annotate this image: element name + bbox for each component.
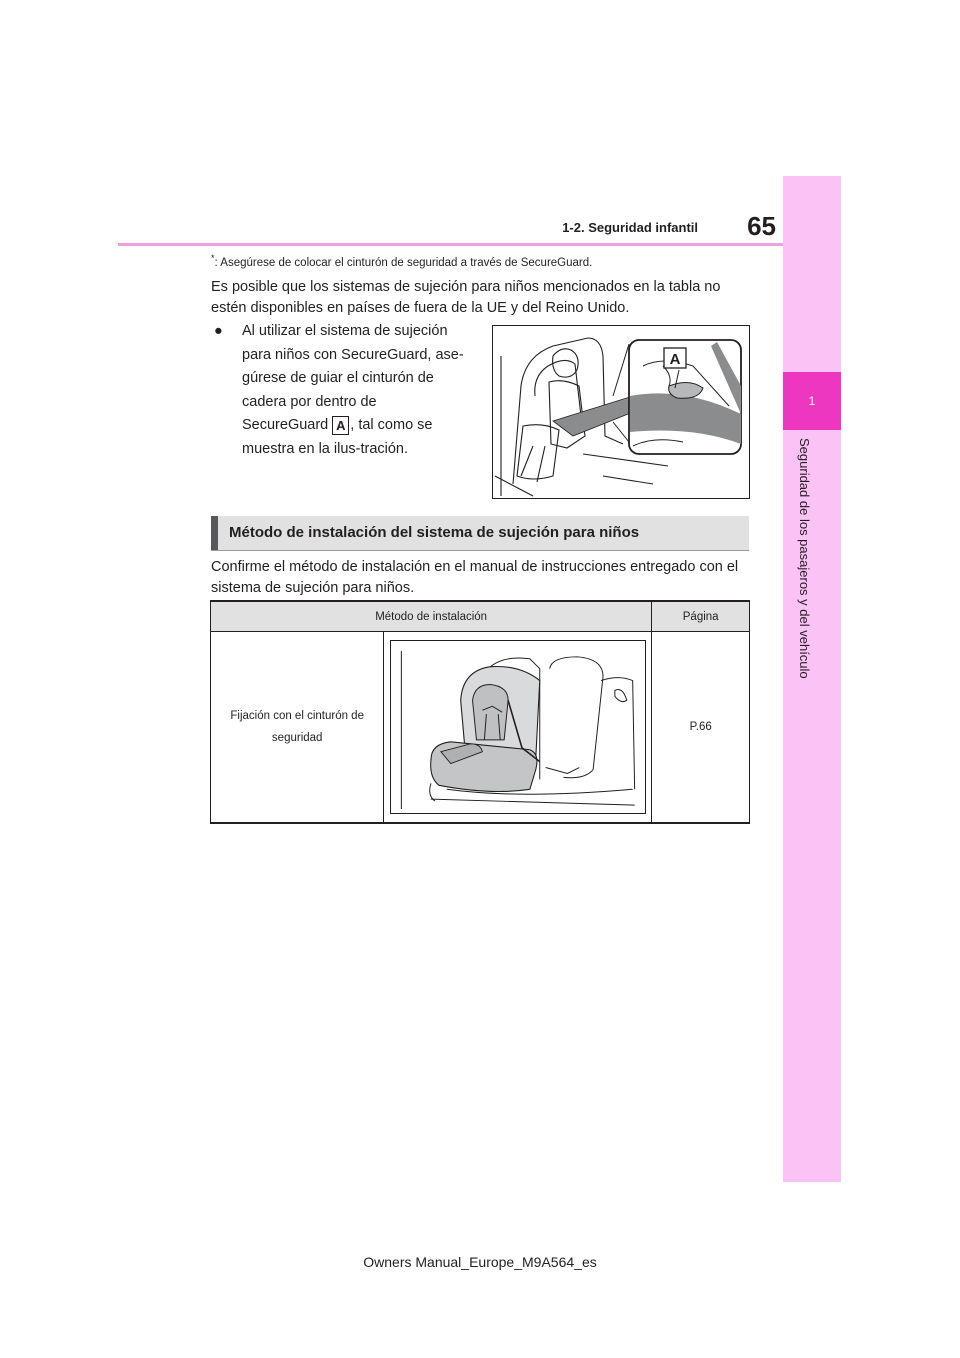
page-number: 65 [747, 211, 776, 241]
section-paragraph: Confirme el método de instalación en el manual de instrucciones entregado con el sistema de sujeción para niños. [211, 559, 739, 596]
section-heading: Método de instalación del sistema de sujeción para niños [211, 516, 749, 550]
cell-page: P.66 [652, 632, 750, 824]
footnote [211, 253, 592, 269]
seatbelt-fixation-illustration [390, 640, 646, 814]
footnote-text: : Asegúrese de colocar el cinturón de seguridad a través de SecureGuard. [214, 256, 593, 269]
bullet-item [214, 320, 464, 462]
header-rule [118, 243, 783, 246]
section-label: 1-2. Seguridad infantil [562, 220, 698, 235]
header-method: Método de instalación [211, 601, 652, 632]
bullet-text-after: , tal como se muestra en la ilus-tración. [242, 417, 433, 457]
callout-a: A [332, 416, 349, 435]
bullet-text-before: Al utilizar el sistema de sujeción para niños con SecureGuard, ase-gúrese de guiar el cinturón de cadera por dentro de SecureGuard [242, 323, 464, 434]
header-page: Página [652, 601, 750, 632]
table-row [211, 632, 750, 824]
section-heading-rule [211, 550, 749, 551]
chapter-side-band [783, 176, 841, 1182]
chapter-number: 1 [808, 394, 816, 408]
footer-text: Owners Manual_Europe_M9A564_es [363, 1254, 597, 1270]
cell-method: Fijación con el cinturón de seguridad [211, 632, 384, 824]
chapter-title: Seguridad de los pasajeros y del vehículo [797, 438, 812, 679]
secureguard-drawing [493, 326, 749, 498]
cell-illustration [384, 632, 652, 824]
secureguard-illustration [492, 325, 750, 499]
table-header-row [211, 601, 750, 632]
figure-callout-a: A [669, 351, 681, 368]
bullet-dot-icon: ● [214, 323, 223, 339]
intro-paragraph: Es posible que los sistemas de sujeción para niños mencionados en la tabla no estén disponibles en países de fuera de la UE y del Reino Unido. [211, 279, 721, 316]
footnote-marker: * [211, 253, 215, 263]
chapter-tab [783, 372, 841, 430]
installation-table [210, 600, 750, 824]
